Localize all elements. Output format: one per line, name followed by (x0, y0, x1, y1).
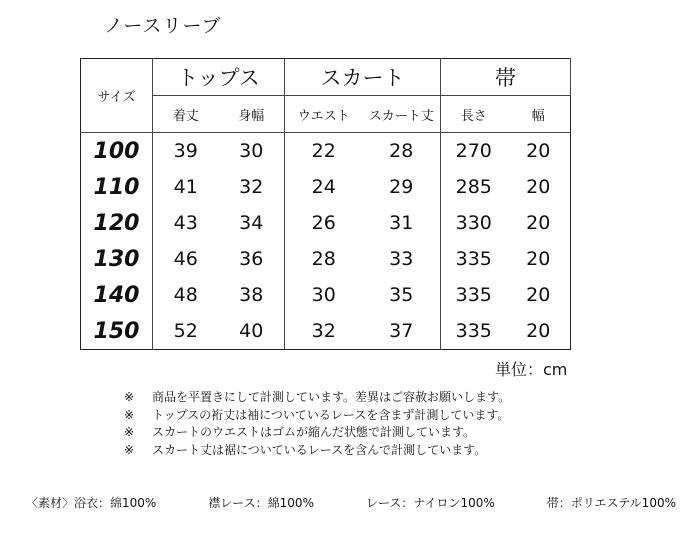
subheader-waist: ウエスト (285, 96, 363, 133)
table-cell: 28 (363, 133, 441, 170)
size-cell: 110 (81, 169, 153, 205)
material-lace: レース：ナイロン100% (365, 496, 495, 510)
table-cell: 28 (311, 248, 336, 270)
table-row (81, 313, 571, 350)
note-mark: ※ (124, 390, 135, 404)
note-mark: ※ (124, 425, 135, 439)
group-header-tops: トップス (153, 59, 285, 96)
group-header-skirt: スカート (285, 59, 441, 96)
table-cell: 31 (363, 205, 441, 241)
note-text: スカートのウエストはゴムが縮んだ状態で計測しています。 (152, 425, 476, 439)
table-cell: 39 (173, 140, 198, 162)
size-cell: 120 (81, 205, 153, 241)
table-cell: 20 (526, 176, 551, 198)
table-cell: 34 (219, 205, 285, 241)
size-cell: 140 (81, 277, 153, 313)
notes-list (124, 389, 510, 459)
table-cell: 33 (363, 241, 441, 277)
table-row (81, 241, 571, 277)
table-cell: 40 (219, 313, 285, 350)
size-chart-body (81, 133, 571, 350)
group-header-obi: 帯 (441, 59, 571, 96)
table-row (81, 169, 571, 205)
size-cell: 150 (81, 313, 153, 350)
table-cell: 30 (311, 284, 336, 306)
table-cell: 29 (363, 169, 441, 205)
note-item (124, 389, 510, 407)
table-row (81, 133, 571, 170)
table-cell: 46 (173, 248, 198, 270)
subheader-width: 身幅 (219, 96, 285, 133)
size-cell: 100 (81, 133, 153, 170)
size-chart-table (80, 58, 571, 350)
table-cell: 52 (173, 320, 198, 342)
table-cell: 22 (311, 140, 336, 162)
subheader-skirt-length: スカート丈 (363, 96, 441, 133)
note-item (124, 424, 510, 442)
note-item (124, 407, 510, 425)
table-cell: 24 (311, 176, 336, 198)
table-cell: 32 (311, 320, 336, 342)
table-cell: 285 (455, 176, 492, 198)
material-obi: 帯：ポリエステル100% (546, 496, 676, 510)
table-cell: 20 (526, 140, 551, 162)
table-cell: 48 (173, 284, 198, 306)
table-cell: 20 (526, 284, 551, 306)
table-cell: 37 (363, 313, 441, 350)
table-cell: 20 (526, 212, 551, 234)
note-text: スカート丈は裾についているレースを含んで計測しています。 (152, 442, 487, 457)
table-cell: 270 (455, 140, 492, 162)
table-cell: 41 (173, 176, 198, 198)
table-cell: 335 (455, 284, 492, 306)
unit-label: 単位：cm (495, 360, 568, 379)
table-cell: 38 (219, 277, 285, 313)
table-cell: 36 (219, 241, 285, 277)
material-yukata: 〈素材〉浴衣：綿100% (26, 496, 157, 510)
note-item (124, 442, 510, 460)
table-row (81, 205, 571, 241)
material-collar-lace: 襟レース：綿100% (208, 496, 314, 510)
table-cell: 43 (173, 212, 198, 234)
table-cell: 35 (363, 277, 441, 313)
table-cell: 335 (455, 320, 492, 342)
subheader-obi-width: 幅 (507, 96, 571, 133)
note-mark: ※ (124, 442, 135, 457)
note-mark: ※ (124, 407, 135, 422)
size-cell: 130 (81, 241, 153, 277)
table-row (81, 277, 571, 313)
table-cell: 26 (311, 212, 336, 234)
table-cell: 335 (455, 248, 492, 270)
table-cell: 20 (526, 248, 551, 270)
table-cell: 330 (455, 212, 492, 234)
subheader-length: 着丈 (153, 96, 219, 133)
materials-line (26, 494, 676, 511)
page-title: ノースリーブ (104, 15, 222, 37)
note-text: 商品を平置きにして計測しています。差異はご容赦お願いします。 (152, 390, 511, 404)
table-cell: 32 (219, 169, 285, 205)
size-column-header: サイズ (81, 59, 153, 133)
subheader-obi-length: 長さ (441, 96, 507, 133)
table-cell: 20 (526, 320, 551, 342)
note-text: トップスの裄丈は袖についているレースを含まず計測しています。 (152, 407, 510, 422)
table-cell: 30 (219, 133, 285, 170)
